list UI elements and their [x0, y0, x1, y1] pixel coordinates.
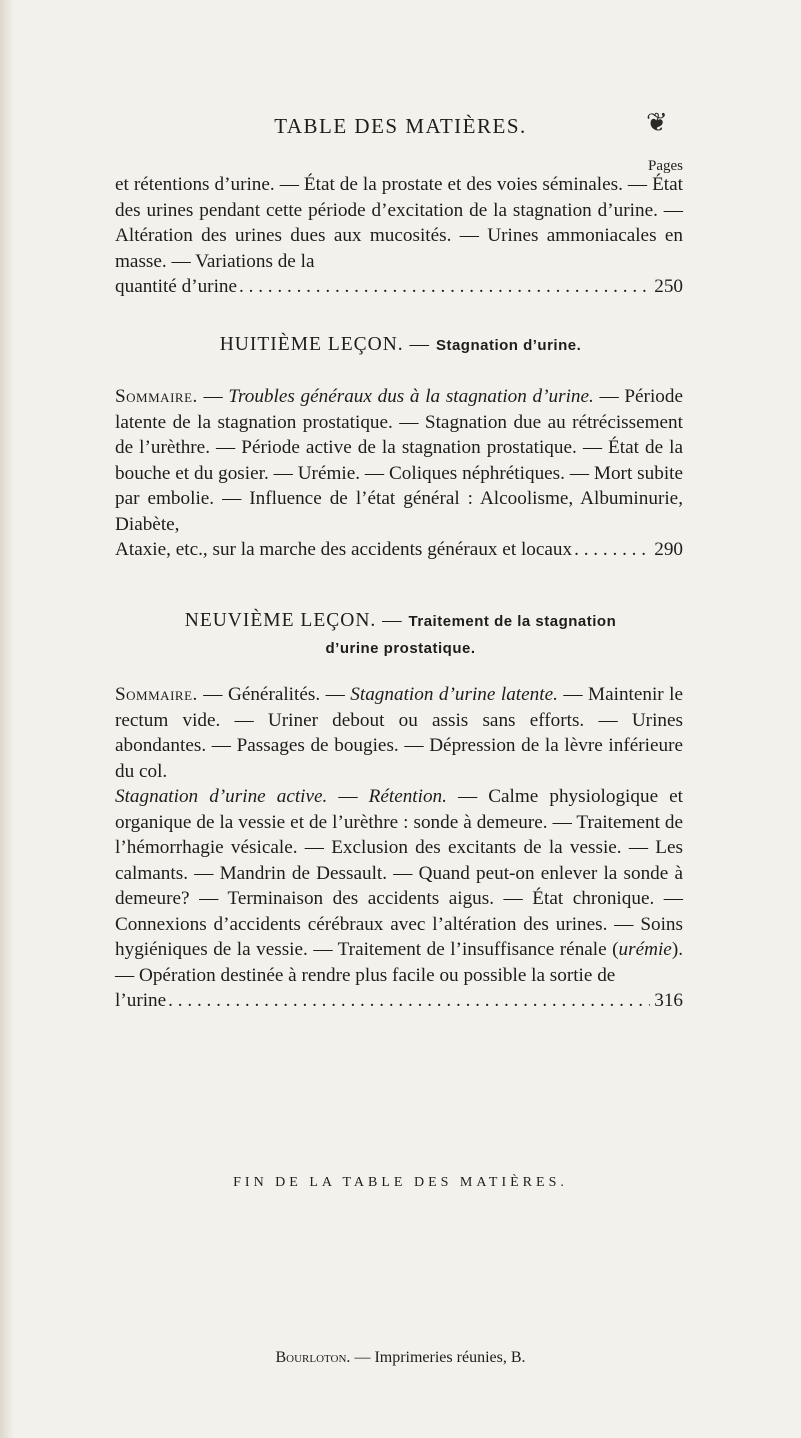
entry-last-text: quantité d’urine: [115, 276, 238, 297]
sommaire-label: Sommaire.: [115, 684, 198, 705]
sommaire-label: Sommaire.: [115, 386, 198, 407]
printer-details: — Imprimeries réunies, B.: [350, 1349, 526, 1366]
lesson-9-title: NEUVIÈME LEÇON. —: [184, 610, 403, 631]
ornament-icon: ❦: [646, 108, 668, 137]
entry-last-line: [115, 274, 683, 300]
summary-italic: urémie: [618, 939, 672, 960]
summary-text: —: [338, 786, 358, 807]
toc-entry-continuation: [115, 172, 683, 300]
summary-text: — Généralités. —: [203, 684, 345, 705]
entry-last-text: l’urine: [115, 990, 167, 1011]
page-number[interactable]: 290: [654, 539, 683, 560]
summary-italic: Stagnation d’urine latente.: [350, 684, 558, 705]
entry-text: et rétentions d’urine. — État de la prostate et des voies séminales. — État des urines pendant cette période d’excitation de la stagnation d’urine. — Altération des urines dues aux mucosités. — Urines ammoniacales en masse. — Variations de la: [115, 174, 683, 272]
end-of-table-note: FIN DE LA TABLE DES MATIÈRES.: [233, 1175, 568, 1190]
lesson-8-subject: Stagnation d’urine.: [435, 337, 582, 354]
page-edge-shadow: [0, 0, 14, 1438]
printer-name: Bourloton.: [275, 1349, 351, 1366]
entry-last-line: [115, 537, 683, 563]
summary-text: ). — Opération destinée à rendre plus facile ou possible la sortie de: [115, 939, 683, 986]
dot-leader: [168, 988, 650, 1014]
lesson-8-title: HUITIÈME LEÇON. —: [219, 334, 431, 355]
summary-italic: Troubles généraux dus à la stagnation d’urine.: [228, 386, 594, 407]
page-number[interactable]: 316: [654, 990, 683, 1011]
entry-last-line: [115, 988, 683, 1014]
summary-text: — Maintenir le rectum vide. — Uriner debout ou assis sans efforts. — Urines abondantes. — Passages de bougies. — Dépression de la lèvre inférieure du col.: [115, 684, 684, 782]
lesson-8-heading: [0, 334, 801, 356]
summary-paragraph-1: [115, 682, 683, 784]
summary-text: — Calme physiologique et organique de la vessie et de l’urèthre : sonde à demeure. — Traitement de l’hémorrhagie vésicale. — Exclusion des excitants de la vessie. — Les calmants. — Mandrin de Dessault. — Quand peut-on enlever la sonde à demeure? — Terminaison des accidents aigus. — État chronique. — Connexions d’accidents cérébraux avec l’altération des urines. — Soins hygiéniques de la vessie. — Traitement de l’insuffisance rénale (: [115, 786, 683, 960]
running-head: TABLE DES MATIÈRES.: [274, 114, 527, 138]
printer-imprint: [0, 1349, 801, 1367]
summary-text: — Période latente de la stagnation prostatique. — Stagnation due au rétrécissement de l’urèthre. — Période active de la stagnation prostatique. — État de la bouche et du gosier. — Urémie. — Coliques néphrétiques. — Mort subite par embolie. — Influence de l’état général : Alcoolisme, Albuminurie, Diabète,: [115, 386, 683, 535]
lesson-9-subject-line2: d’urine prostatique.: [325, 640, 476, 657]
dot-leader: [574, 537, 650, 563]
summary-italic: Rétention.: [368, 786, 447, 807]
dot-leader: [239, 274, 650, 300]
lesson-9-heading: [0, 608, 801, 662]
entry-last-text: Ataxie, etc., sur la marche des accidents généraux et locaux: [115, 539, 573, 560]
summary-italic: Stagnation d’urine active.: [115, 786, 328, 807]
pages-column-label: Pages: [648, 158, 683, 174]
lesson-8-summary: Sommaire. — Troubles généraux dus à la stagnation d’urine. — Période latente de la stagnation prostatique. — Stagnation due au rétrécissement de l’urèthre. — Période active de la stagnation prostatique. — État de la bouche et du gosier. — Urémie. — Coliques néphrétiques. — Mort subite par embolie. — Influence de l’état général : Alcoolisme, Albuminurie, Diabète, Ataxie, etc., sur la marche des accidents généraux et locaux . . . 290: [115, 384, 683, 563]
page-number[interactable]: 250: [654, 276, 683, 297]
lesson-9-subject-line1: Traitement de la stagnation: [408, 613, 617, 630]
summary-paragraph-2: [115, 784, 683, 988]
lesson-9-summary: [115, 682, 683, 1014]
